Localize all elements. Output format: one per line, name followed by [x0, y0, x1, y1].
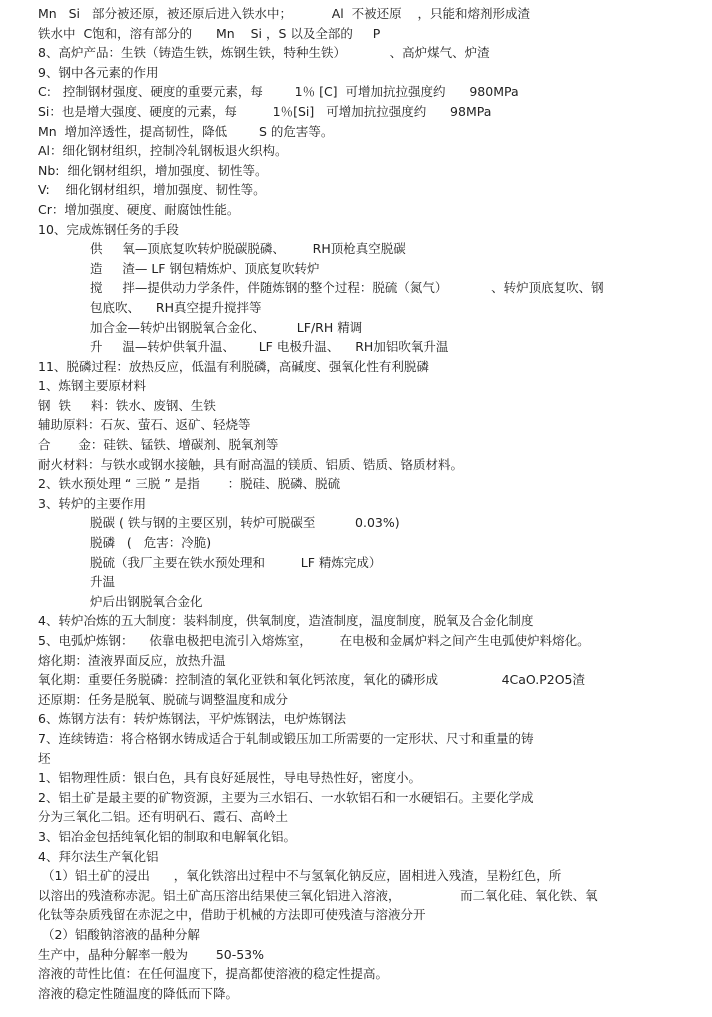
text-line: 1、铝物理性质：银白色，具有良好延展性，导电导热性好，密度小。 — [38, 770, 421, 786]
document-page — [0, 4, 712, 1003]
text-line: 4、拜尔法生产氧化铝 — [38, 848, 159, 864]
text-line: Al：细化钢材组织，控制冷轧钢板退火织构。 — [38, 143, 288, 159]
text-line: 搅 拌—提供动力学条件，伴随炼钢的整个过程：脱硫（氮气） 、转炉顶底复吹、钢 — [90, 280, 604, 296]
text-line: C: 控制钢材强度、硬度的重要元素，每 1％ [C] 可增加抗拉强度约 980MPa — [38, 84, 519, 100]
text-line: 8、高炉产品：生铁（铸造生铁，炼钢生铁，特种生铁） 、高炉煤气、炉渣 — [38, 45, 490, 61]
text-line: 脱硫（我厂主要在铁水预处理和 LF 精炼完成） — [90, 554, 382, 570]
text-line: 合 金：硅铁、锰铁、增碳剂、脱氧剂等 — [38, 437, 279, 453]
text-line: 3、转炉的主要作用 — [38, 495, 146, 511]
text-line: Si：也是增大强度、硬度的元素，每 1％[Si] 可增加抗拉强度约 98MPa — [38, 103, 492, 119]
text-line: 脱碳 ( 铁与钢的主要区别，转炉可脱碳至 0.03%) — [90, 515, 400, 531]
text-line: 6、炼钢方法有：转炉炼钢法，平炉炼钢法，电炉炼钢法 — [38, 711, 346, 727]
text-line: 11、脱磷过程：放热反应，低温有利脱磷，高碱度、强氧化性有利脱磷 — [38, 358, 429, 374]
text-line: 炉后出钢脱氧合金化 — [90, 593, 203, 609]
text-line: 辅助原料：石灰、萤石、返矿、轻烧等 — [38, 417, 251, 433]
text-line: 坯 — [38, 750, 51, 766]
text-line: 2、铝土矿是最主要的矿物资源，主要为三水铝石、一水软铝石和一水硬铝石。主要化学成 — [38, 789, 534, 805]
text-line: 生产中，晶种分解率一般为 50-53% — [38, 946, 265, 962]
text-line: 3、铝冶金包括纯氧化铝的制取和电解氧化铝。 — [38, 828, 296, 844]
text-line: 脱磷 ( 危害：冷脆) — [90, 535, 212, 551]
text-line: （2）铝酸钠溶液的晶种分解 — [38, 926, 200, 942]
text-line: Mn Si 部分被还原，被还原后进入铁水中； Al 不被还原 ，只能和熔剂形成渣 — [38, 6, 531, 21]
text-line: 7、连续铸造：将合格钢水铸成适合于轧制或锻压加工所需要的一定形状、尺寸和重量的铸 — [38, 730, 534, 746]
text-line: 造 渣— LF 钢包精炼炉、顶底复吹转炉 — [90, 260, 320, 276]
text-line: 氧化期：重要任务脱磷：控制渣的氧化亚铁和氧化钙浓度，氧化的磷形成 4CaO.P2O5渣 — [38, 672, 586, 688]
text-line: 铁水中 C饱和，溶有部分的 Mn Si ，S 以及全部的 P — [38, 25, 381, 41]
text-line: 1、炼钢主要原材料 — [38, 378, 146, 394]
text-line: 10、完成炼钢任务的手段 — [38, 221, 179, 237]
text-line: 升温 — [90, 574, 116, 590]
text-line: 9、钢中各元素的作用 — [38, 64, 159, 80]
text-line: 还原期：任务是脱氧、脱硫与调整温度和成分 — [38, 691, 289, 707]
text-line: 加合金—转炉出钢脱氧合金化、 LF/RH 精调 — [90, 319, 363, 335]
text-line: 化钛等杂质残留在赤泥之中，借助于机械的方法即可使残渣与溶液分开 — [38, 907, 426, 923]
text-line: 溶液的苛性比值：在任何温度下，提高都使溶液的稳定性提高。 — [38, 966, 389, 982]
text-line: 溶液的稳定性随温度的降低而下降。 — [38, 985, 239, 1001]
text-line: 以溶出的残渣称赤泥。铝土矿高压溶出结果使三氧化铝进入溶液， 而二氧化硅、氧化铁、氧 — [38, 887, 598, 903]
text-line: 分为三氧化二铝。还有明矾石、霞石、高岭土 — [38, 809, 289, 825]
text-line: 4、转炉冶炼的五大制度：装料制度，供氧制度，造渣制度，温度制度，脱氧及合金化制度 — [38, 613, 534, 629]
text-line: Nb: 细化钢材组织，增加强度、韧性等。 — [38, 162, 268, 178]
text-line: （1）铝土矿的浸出 ，氧化铁溶出过程中不与氢氧化钠反应，固相进入残渣，呈粉红色，所 — [38, 868, 562, 884]
text-line: 包底吹、 RH真空提升搅拌等 — [90, 299, 262, 315]
text-line: V: 细化钢材组织，增加强度、韧性等。 — [38, 182, 266, 198]
text-line: Mn 增加淬透性，提高韧性，降低 S 的危害等。 — [38, 123, 334, 139]
text-line: 5、电弧炉炼钢： 依靠电极把电流引入熔炼室， 在电极和金属炉料之间产生电弧使炉料熔化。 — [38, 633, 590, 648]
text-line: 2、铁水预处理 “ 三脱 ” 是指 ：脱硅、脱磷、脱硫 — [38, 476, 341, 492]
text-line: 供 氧—顶底复吹转炉脱碳脱磷、 RH顶枪真空脱碳 — [90, 241, 406, 257]
text-line: 升 温—转炉供氧升温、 LF 电极升温、 RH加铝吹氧升温 — [90, 339, 449, 355]
text-line: Cr：增加强度、硬度、耐腐蚀性能。 — [38, 201, 240, 217]
text-line: 钢 铁 料：铁水、废钢、生铁 — [38, 397, 216, 413]
text-line: 耐火材料：与铁水或钢水接触，具有耐高温的镁质、铝质、锆质、铬质材料。 — [38, 456, 464, 472]
text-line: 熔化期：渣液界面反应，放热升温 — [38, 652, 226, 668]
